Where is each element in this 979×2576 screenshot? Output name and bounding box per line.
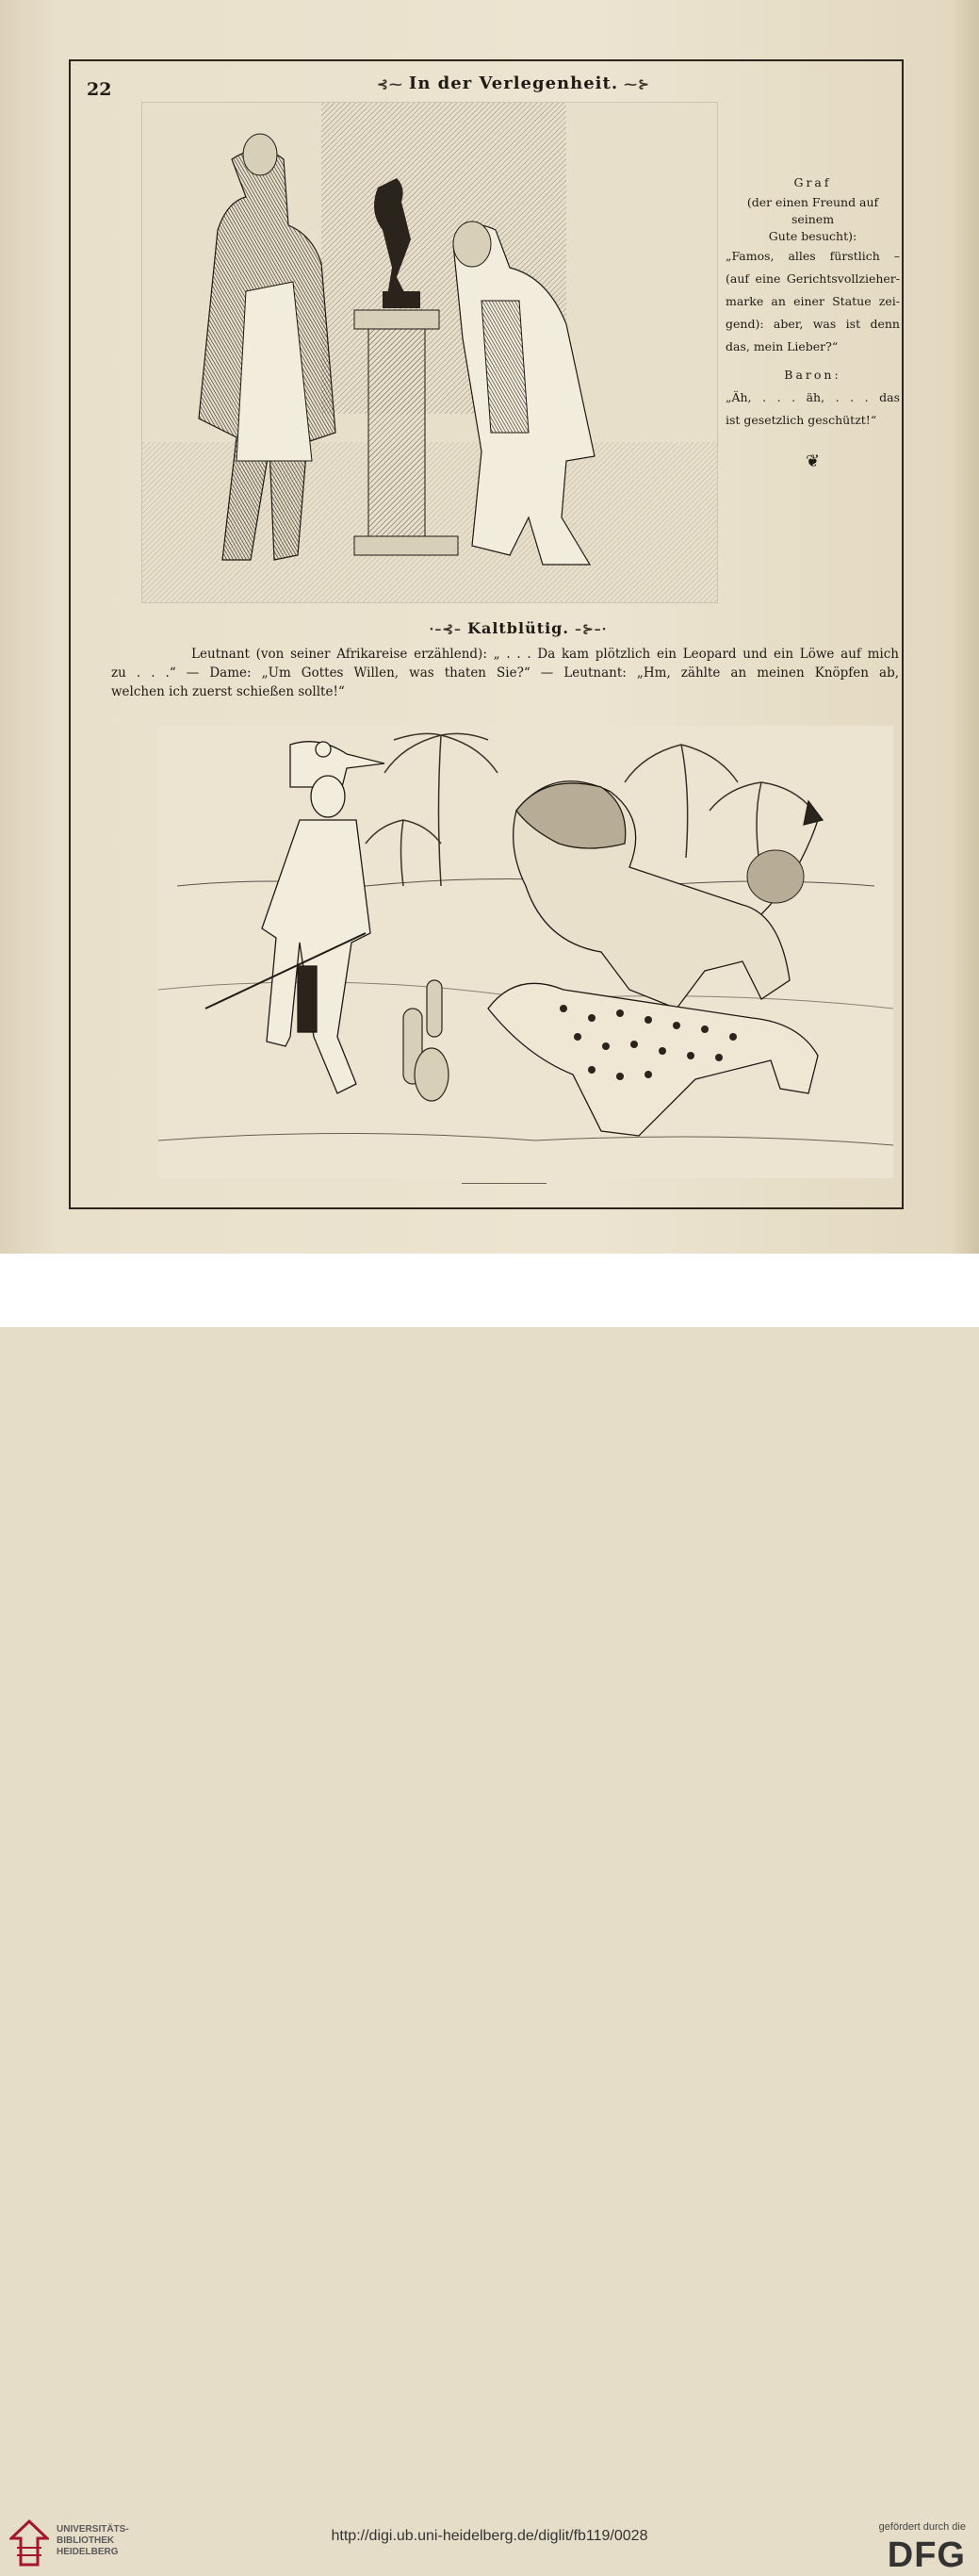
text-line: zu . . .“ — Dame: „Um Gottes Willen, was thaten Sie?“ — Leutnant: „Hm, zählte an meinen Knöpfen ab, bbox=[111, 665, 899, 681]
library-name-line: BIBLIOTHEK bbox=[57, 2535, 115, 2546]
section1-title-row bbox=[349, 74, 678, 93]
caption-dialogue-1 bbox=[726, 172, 900, 473]
library-name-line: UNIVERSITÄTS- bbox=[57, 2524, 129, 2535]
speech-line: gend): aber, was ist denn bbox=[726, 317, 900, 331]
speaker-note-1: (der einen Freund auf seinem bbox=[746, 195, 879, 226]
divider-rule bbox=[462, 1183, 547, 1184]
speech-line: (auf eine Gerichtsvollzieher- bbox=[726, 271, 900, 286]
background-lion bbox=[747, 850, 804, 903]
ornament-right-icon: –⊱–· bbox=[574, 622, 608, 637]
ornament-right-icon: ⁓⊱ bbox=[624, 77, 650, 92]
text-line: welchen ich zuerst schießen sollte!“ bbox=[111, 684, 345, 699]
speaker-baron: Baron: bbox=[784, 368, 841, 382]
pedestal bbox=[368, 324, 425, 541]
ornament-left-icon: ⊰⁓ bbox=[377, 77, 403, 92]
scanned-page bbox=[0, 0, 979, 1254]
ornament-left-icon: ·–⊰– bbox=[429, 622, 463, 637]
text-line: Leutnant (von seiner Afrikareise erzählend): „ . . . Da kam plötzlich ein Leopard und ein Löwe auf mich bbox=[191, 647, 899, 662]
library-name-line: HEIDELBERG bbox=[57, 2547, 119, 2557]
speaker-note-2: Gute besucht): bbox=[768, 229, 857, 243]
section2-title-row bbox=[396, 619, 641, 637]
speaker-graf: Graf bbox=[793, 175, 832, 189]
illustration-lion-leopard-scene bbox=[158, 726, 893, 1178]
speech-line: marke an einer Statue zei- bbox=[726, 294, 900, 308]
speech-line: „Famos, alles fürstlich – bbox=[726, 249, 900, 263]
section2-text bbox=[111, 645, 899, 701]
speech-line: „Äh, . . . äh, . . . das bbox=[726, 390, 900, 404]
flourish-icon: ❦ bbox=[805, 451, 821, 471]
speech-line: das, mein Lieber?“ bbox=[726, 339, 839, 353]
footer-bar bbox=[0, 1254, 979, 2575]
section1-title: In der Verlegenheit. bbox=[408, 74, 619, 93]
page-number: 22 bbox=[87, 79, 112, 100]
illustration-statue-scene bbox=[141, 102, 718, 603]
dfg-logo: DFG bbox=[887, 2535, 966, 2575]
speech-line: ist gesetzlich geschützt!“ bbox=[726, 413, 877, 427]
source-url[interactable]: http://digi.ub.uni-heidelberg.de/diglit/fb119/0028 bbox=[331, 2528, 648, 2544]
funded-by-label: gefördert durch die bbox=[878, 2521, 966, 2533]
section2-title: Kaltblütig. bbox=[467, 619, 569, 637]
